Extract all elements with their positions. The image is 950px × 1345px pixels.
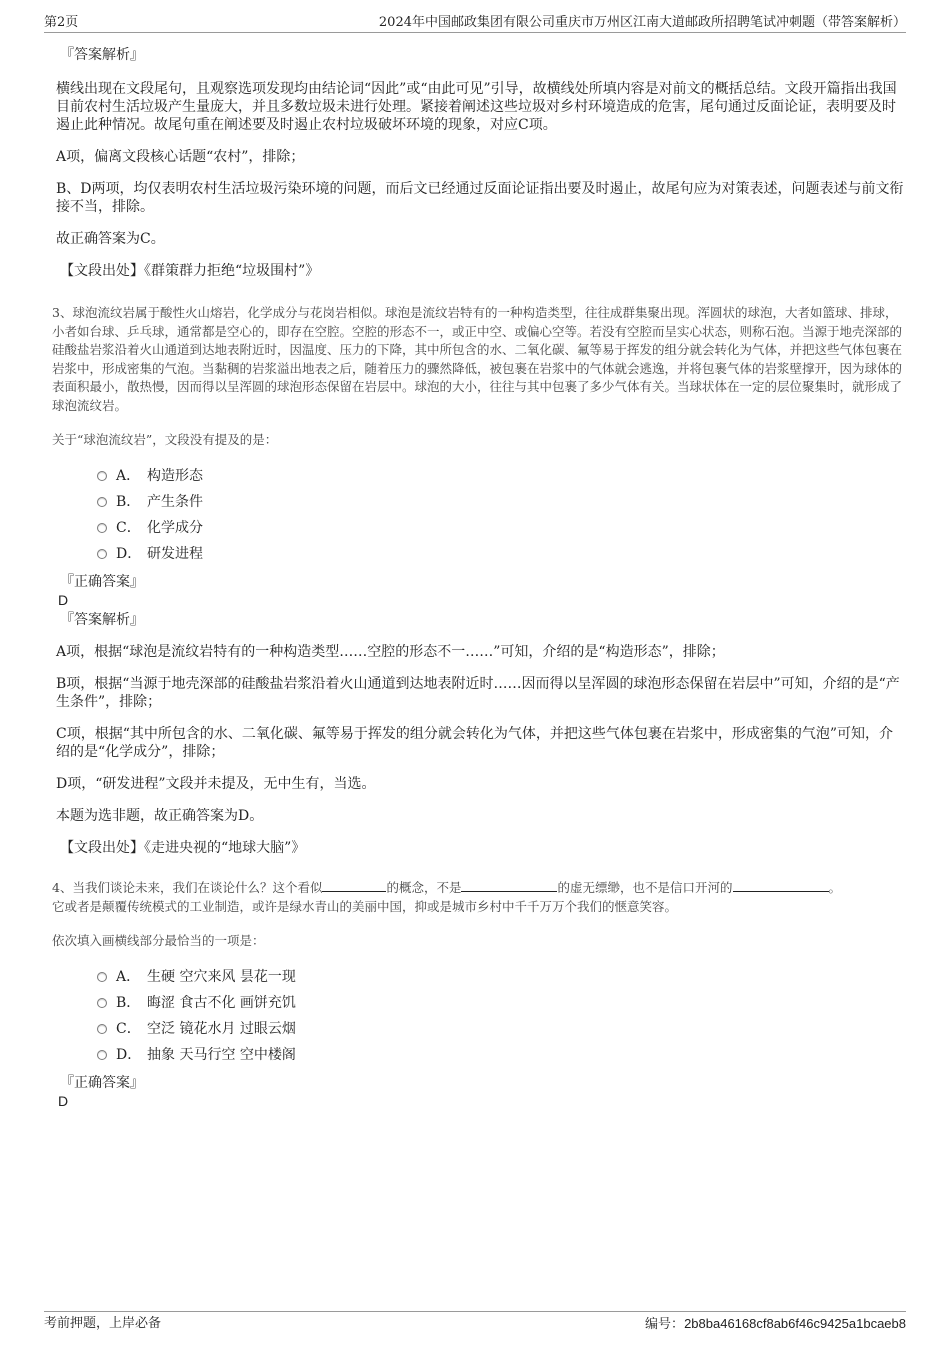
- q3-option-b[interactable]: B． 产生条件: [97, 489, 906, 515]
- q3-answer-label: 『正确答案』: [60, 574, 144, 590]
- page-content: [52, 46, 906, 1110]
- q4-answer-label: 『正确答案』: [60, 1075, 144, 1091]
- q2-analysis-label: 『答案解析』: [60, 47, 144, 63]
- q3-analysis-c: C项，根据“其中所包含的水、二氧化碳、氟等易于挥发的组分就会转化为气体，并把这些气体包裹在岩浆中，形成密集的气泡”可知，介绍的是“化学成分”，排除；: [56, 726, 894, 760]
- page-number: 第2页: [44, 15, 79, 30]
- q3-options: [56, 463, 906, 567]
- radio-icon[interactable]: [97, 972, 107, 982]
- blank-2: [461, 879, 557, 892]
- q4-option-b[interactable]: B． 晦涩 食古不化 画饼充饥: [97, 990, 906, 1016]
- radio-icon[interactable]: [97, 1024, 107, 1034]
- q3-analysis-d: D项，“研发进程”文段并未提及，无中生有，当选。: [56, 776, 376, 792]
- q3-analysis-conclusion: 本题为选非题，故正确答案为D。: [56, 808, 264, 824]
- radio-icon[interactable]: [97, 523, 107, 533]
- q4-answer: D: [58, 1093, 69, 1109]
- radio-icon[interactable]: [97, 998, 107, 1008]
- document-code: 编号：2b8ba46168cf8ab6f46c9425a1bcaeb8: [645, 1316, 906, 1332]
- q4-question-text: 4、当我们谈论未来，我们在谈论什么？这个看似 的概念，不是 的虚无缥缈，也不是信口开河的 。 它或者是颠覆传统模式的工业制造，或许是绿水青山的美丽中国，抑或是城市乡村中千千万万个我们的惬意笑容。: [52, 880, 842, 914]
- q3-option-a[interactable]: A． 构造形态: [97, 463, 906, 489]
- q2-source: 【文段出处】《群策群力拒绝“垃圾围村”》: [60, 263, 320, 279]
- q3-analysis-a: A项，根据“球泡是流纹岩特有的一种构造类型……空腔的形态不一……”可知，介绍的是“构造形态”，排除；: [56, 644, 725, 660]
- radio-icon[interactable]: [97, 549, 107, 559]
- page-header: [44, 14, 906, 33]
- blank-1: [322, 879, 386, 892]
- q3-option-c[interactable]: C． 化学成分: [97, 515, 906, 541]
- q3-analysis-label: 『答案解析』: [60, 612, 144, 628]
- radio-icon[interactable]: [97, 1050, 107, 1060]
- q3-question-text: 3、球泡流纹岩属于酸性火山熔岩，化学成分与花岗岩相似。球泡是流纹岩特有的一种构造类型，往往成群集聚出现。浑圆状的球泡，大者如篮球、排球，小者如台球、乒乓球，通常都是空心的，即存在空腔。空腔的形态不一，或正中空、或偏心空等。若没有空腔而呈实心状态，则称石泡。当源于地壳深部的硅酸盐岩浆沿着火山通道到达地表附近时，因温度、压力的下降，其中所包含的水、二氧化碳、氟等易于挥发的组分就会转化为气体，并把这些气体包裹在岩浆中，形成密集的气泡。当黏稠的岩浆溢出地表之后，随着压力的骤然降低，被包裹在岩浆中的气体就会逃逸，并将包裹气体的岩浆壁撑开，因为球体的表面积最小，散热慢，因而得以呈浑圆的球泡形态保留在岩层中。球泡的大小，往往与其中包裹了多少气体有关。当球状体在一定的层位聚集时，就形成了球泡流纹岩。: [52, 305, 903, 413]
- q4-option-d[interactable]: D． 抽象 天马行空 空中楼阁: [97, 1042, 906, 1068]
- blank-3: [733, 879, 829, 892]
- q4-option-a[interactable]: A． 生硬 空穴来风 昙花一现: [97, 964, 906, 990]
- q2-analysis-paragraph: 横线出现在文段尾句，且观察选项发现均由结论词“因此”或“由此可见”引导，故横线处所填内容是对前文的概括总结。文段开篇指出我国目前农村生活垃圾产生量庞大，并且多数垃圾未进行处理。紧接着阐述这些垃圾对乡村环境造成的危害，尾句通过反面论证，表明要及时遏止此种情况。故尾句重在阐述要及时遏止农村垃圾破坏环境的现象，对应C项。: [56, 81, 897, 133]
- q3-analysis-b: B项，根据“当源于地壳深部的硅酸盐岩浆沿着火山通道到达地表附近时……因而得以呈浑圆的球泡形态保留在岩层中”可知，介绍的是“产生条件”，排除；: [56, 676, 900, 710]
- q3-source: 【文段出处】《走进央视的“地球大脑”》: [60, 840, 306, 856]
- radio-icon[interactable]: [97, 471, 107, 481]
- footer-slogan: 考前押题，上岸必备: [44, 1316, 162, 1331]
- q2-analysis-option-a: A项，偏离文段核心话题“农村”，排除；: [56, 149, 305, 165]
- q3-prompt: 关于“球泡流纹岩”，文段没有提及的是：: [52, 432, 278, 447]
- q4-prompt: 依次填入画横线部分最恰当的一项是：: [52, 933, 265, 948]
- q3-answer: D: [58, 592, 69, 608]
- q2-analysis-option-bd: B、D两项，均仅表明农村生活垃圾污染环境的问题，而后文已经通过反面论证指出要及时遏止，故尾句应为对策表述，问题表述与前文衔接不当，排除。: [56, 181, 904, 215]
- document-title: 2024年中国邮政集团有限公司重庆市万州区江南大道邮政所招聘笔试冲刺题（带答案解析）: [378, 15, 906, 30]
- radio-icon[interactable]: [97, 497, 107, 507]
- q3-option-d[interactable]: D． 研发进程: [97, 541, 906, 567]
- q4-option-c[interactable]: C． 空泛 镜花水月 过眼云烟: [97, 1016, 906, 1042]
- q4-options: [56, 964, 906, 1068]
- q2-analysis-conclusion: 故正确答案为C。: [56, 231, 165, 247]
- page-footer: [44, 1311, 906, 1334]
